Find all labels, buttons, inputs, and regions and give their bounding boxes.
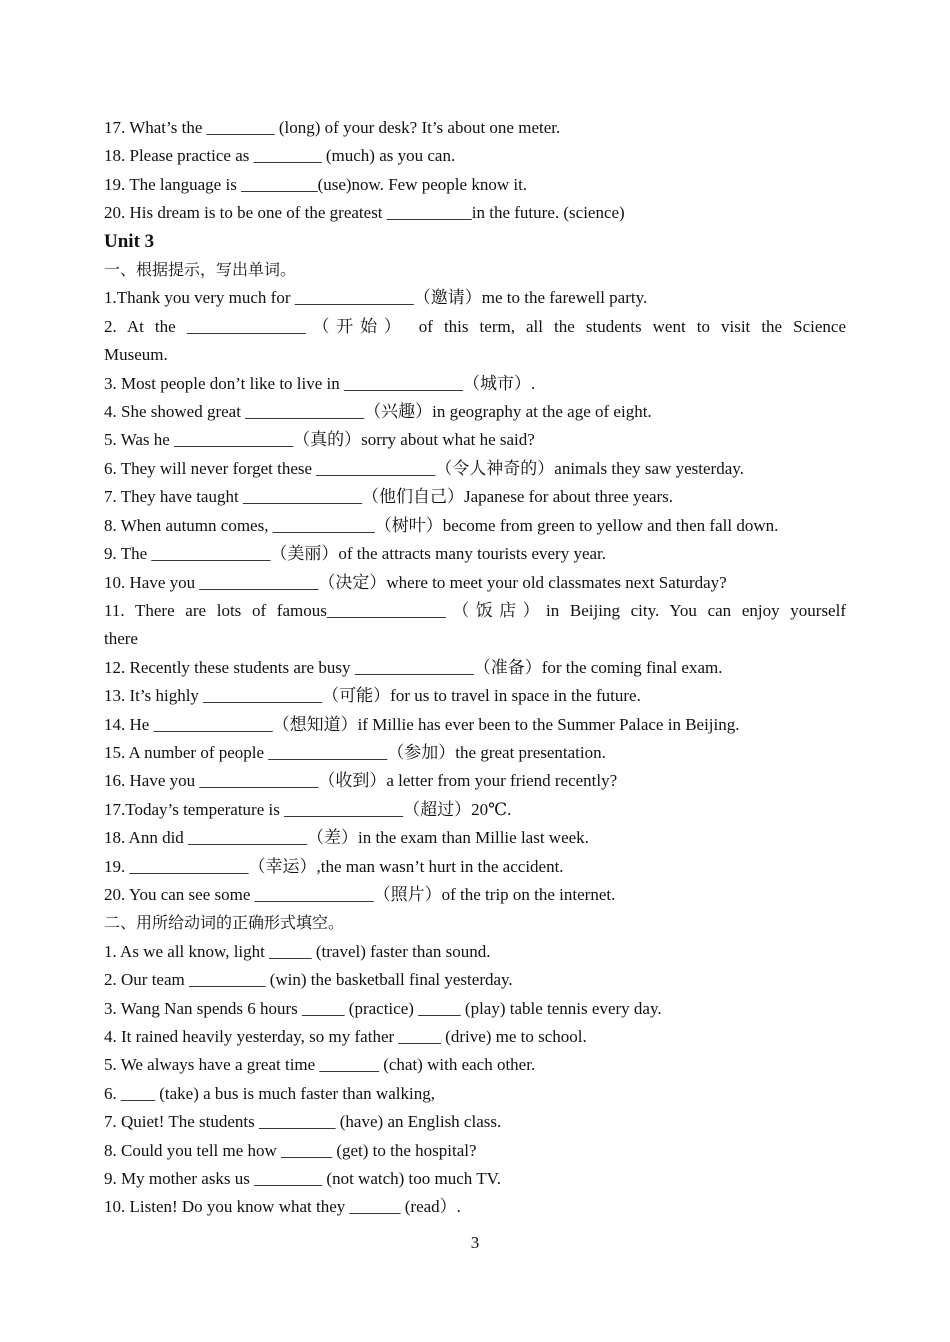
question-line: 11. There are lots of famous______________（饭店）in Beijing city. You can enjoy yourself	[104, 600, 846, 620]
question-line: 18. Please practice as ________ (much) as you can.	[104, 146, 456, 166]
question-line: 14. He ______________（想知道）if Millie has ever been to the Summer Palace in Beijing.	[104, 714, 740, 734]
question-line: 12. Recently these students are busy ______________（准备）for the coming final exam.	[104, 657, 723, 677]
document-page	[104, 114, 846, 1222]
question-line: 3. Wang Nan spends 6 hours _____ (practice) _____ (play) table tennis every day.	[104, 998, 662, 1018]
question-line: 5. Was he ______________（真的）sorry about what he said?	[104, 430, 535, 450]
question-line: 8. When autumn comes, ____________（树叶）become from green to yellow and then fall down.	[104, 515, 779, 535]
page-number: 3	[470, 1233, 480, 1252]
question-line: 8. Could you tell me how ______ (get) to the hospital?	[104, 1140, 477, 1160]
question-line: 17.Today’s temperature is ______________（超过）20℃.	[104, 799, 512, 819]
section-heading: 一、根据提示，写出单词。	[104, 260, 297, 280]
question-line: 10. Listen! Do you know what they ______ (read）.	[104, 1197, 461, 1217]
question-line: 6. They will never forget these ______________（令人神奇的）animals they saw yesterday.	[104, 458, 744, 478]
question-line: 20. You can see some ______________（照片）of the trip on the internet.	[104, 884, 616, 904]
question-line: 17. What’s the ________ (long) of your desk? It’s about one meter.	[104, 118, 561, 137]
question-line: 7. Quiet! The students _________ (have) an English class.	[104, 1112, 502, 1132]
question-line: 5. We always have a great time _______ (chat) with each other.	[104, 1055, 536, 1075]
question-line: 2. Our team _________ (win) the basketball final yesterday.	[104, 970, 513, 990]
question-line: 19. ______________（幸运）,the man wasn’t hurt in the accident.	[104, 856, 564, 876]
question-line: 4. She showed great ______________（兴趣）in geography at the age of eight.	[104, 402, 652, 422]
question-line-continuation: there	[104, 629, 138, 649]
question-line-continuation: Museum.	[104, 345, 168, 365]
section-heading: 二、用所给动词的正确形式填空。	[104, 913, 345, 933]
question-line: 4. It rained heavily yesterday, so my father _____ (drive) me to school.	[104, 1027, 587, 1046]
unit-title: Unit 3	[104, 230, 155, 252]
question-line: 19. The language is _________(use)now. Few people know it.	[104, 174, 528, 194]
question-line: 20. His dream is to be one of the greatest __________in the future. (science)	[104, 203, 625, 223]
question-line: 9. My mother asks us ________ (not watch) too much TV.	[104, 1169, 501, 1189]
question-line: 6. ____ (take) a bus is much faster than walking,	[104, 1083, 435, 1103]
question-line: 1. As we all know, light _____ (travel) faster than sound.	[104, 941, 491, 961]
question-line: 16. Have you ______________（收到）a letter from your friend recently?	[104, 771, 618, 791]
question-line: 10. Have you ______________（决定）where to meet your old classmates next Saturday?	[104, 572, 727, 592]
question-line: 18. Ann did ______________（差）in the exam than Millie last week.	[104, 828, 589, 848]
question-line: 13. It’s highly ______________（可能）for us to travel in space in the future.	[104, 686, 641, 706]
question-line: 7. They have taught ______________（他们自己）Japanese for about three years.	[104, 487, 674, 507]
question-line: 9. The ______________（美丽）of the attracts many tourists every year.	[104, 544, 607, 564]
question-line: 3. Most people don’t like to live in ______________（城市）.	[104, 373, 536, 393]
question-line: 1.Thank you very much for ______________（邀请）me to the farewell party.	[104, 288, 648, 308]
question-line: 2. At the ______________（开始） of this term, all the students went to visit the Science	[104, 316, 846, 336]
question-line: 15. A number of people ______________（参加）the great presentation.	[104, 742, 606, 762]
